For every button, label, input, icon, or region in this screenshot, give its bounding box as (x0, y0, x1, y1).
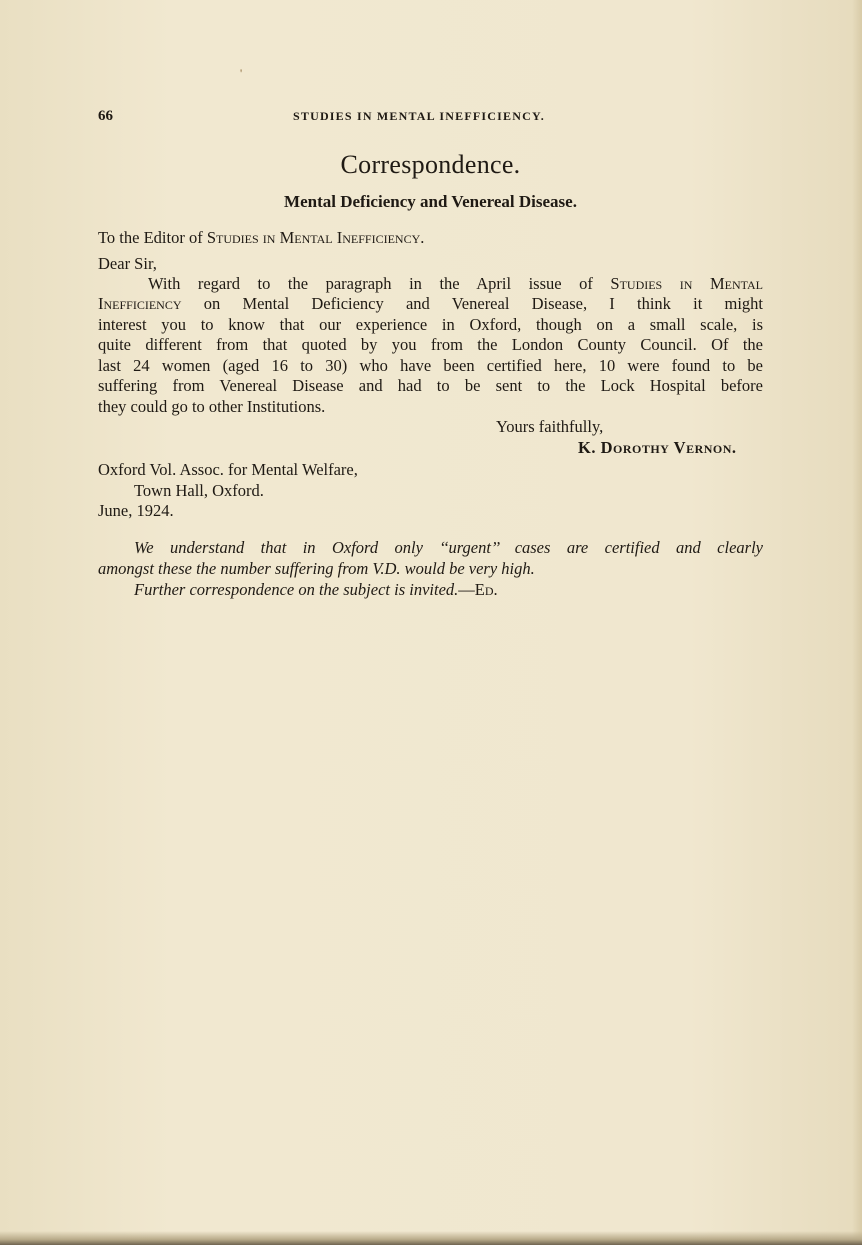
article-title: Mental Deficiency and Venereal Disease. (284, 192, 577, 211)
page-bottom-edge (0, 1231, 862, 1245)
addressee-line (98, 228, 424, 249)
address-line-1: Oxford Vol. Assoc. for Mental Welfare, (98, 460, 358, 479)
letter-line-5: last 24 women (aged 16 to 30) who have been certified here, 10 were found to be (98, 356, 763, 375)
letter-date: June, 1924. (98, 501, 174, 520)
addressee-journal: Studies in Mental Inefficiency. (206, 228, 425, 247)
editor-note-line-2: amongst these the number suffering from V.D. would be very high. (98, 559, 535, 578)
letter-line-1: With regard to the paragraph in the April issue of Studies in Mental (148, 274, 763, 293)
section-title: Correspondence. (340, 150, 521, 179)
address-line-2: Town Hall, Oxford. (134, 481, 264, 500)
editor-note-line-1: We understand that in Oxford only ‘‘urgent’’ cases are certified and clearly (134, 538, 763, 557)
page-number: 66 (98, 108, 113, 124)
editor-initials: —Ed. (458, 580, 498, 599)
letter-line-7: they could go to other Institutions. (98, 397, 326, 416)
letter-line-3: interest you to know that our experience in Oxford, though on a small scale, is (98, 315, 763, 334)
letter-line-2: Inefficiency on Mental Deficiency and Venereal Disease, I think it might (98, 294, 763, 313)
letter-line-4: quite different from that quoted by you from the London County Council. Of the (98, 335, 763, 354)
signature: K. Dorothy Vernon. (578, 438, 737, 457)
valediction: Yours faithfully, (496, 417, 604, 436)
journal-name: STUDIES IN MENTAL INEFFICIENCY. (293, 109, 545, 123)
page-edge-shadow (852, 0, 862, 1245)
editor-note-line-3 (134, 580, 498, 601)
addressee-prefix: To the Editor of (98, 228, 203, 247)
editor-note-invitation: Further correspondence on the subject is invited. (134, 580, 459, 599)
running-header (98, 108, 763, 128)
salutation: Dear Sir, (98, 254, 157, 273)
ink-speck: ' (240, 66, 243, 80)
letter-line-6: suffering from Venereal Disease and had to be sent to the Lock Hospital before (98, 376, 763, 395)
